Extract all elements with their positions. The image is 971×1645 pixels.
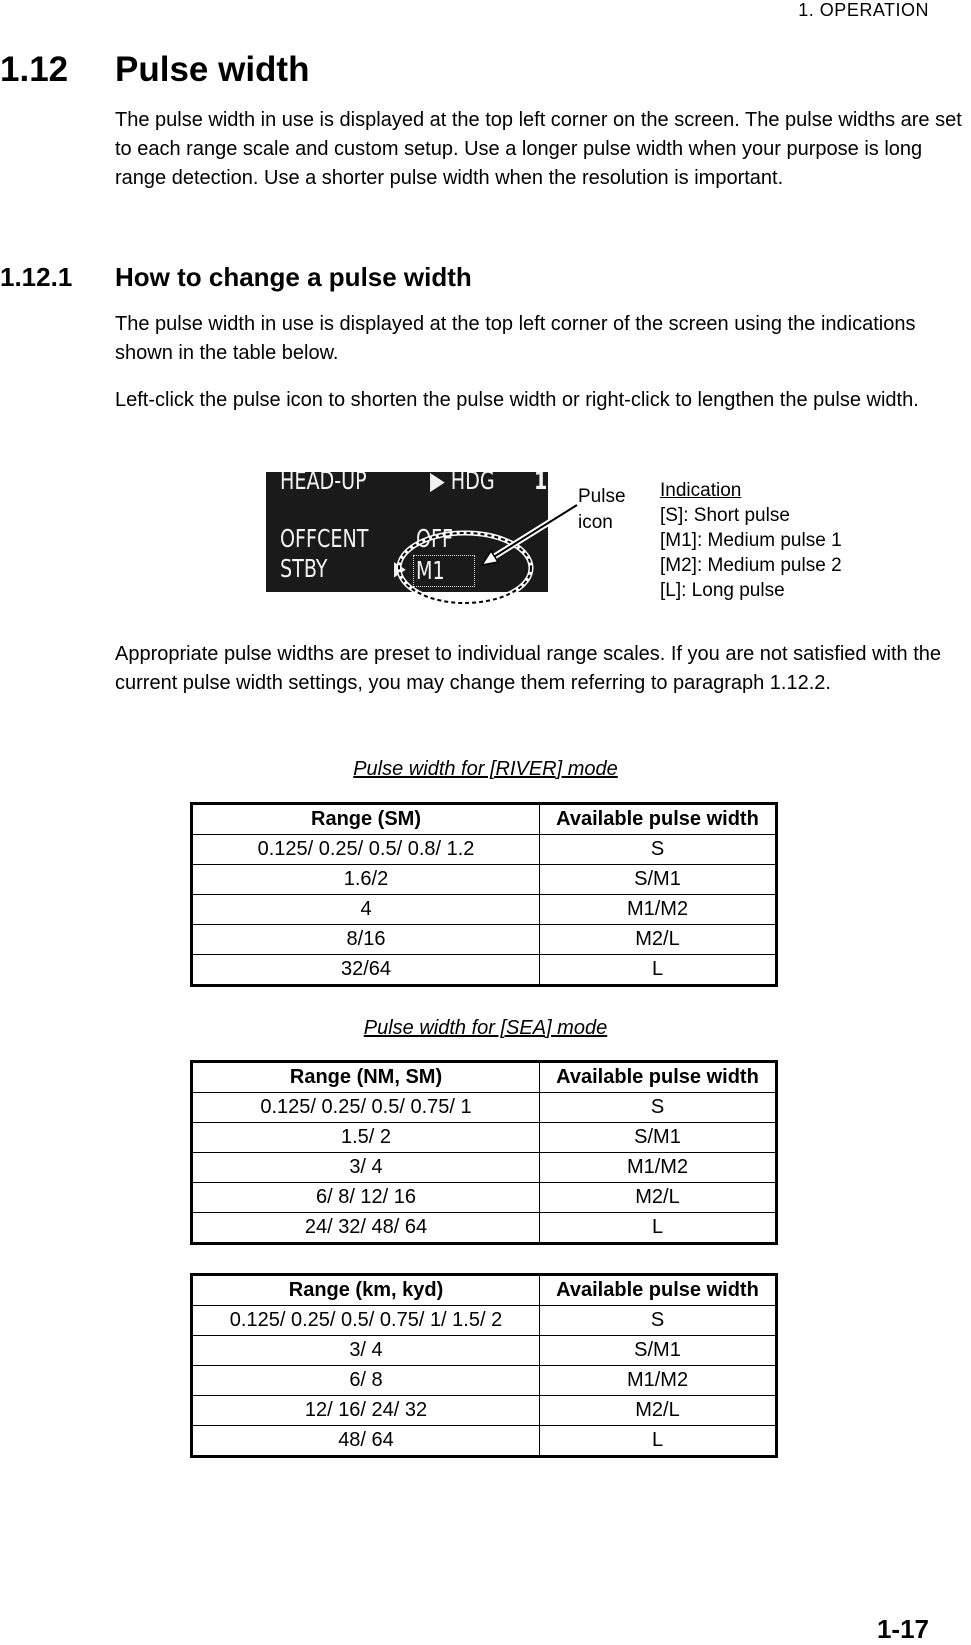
pulse-cell: L [540, 1213, 777, 1244]
table-row [192, 955, 777, 986]
section-paragraph: The pulse width in use is displayed at the top left corner on the screen. The pulse widths are set to each range scale and custom setup. Use a longer pulse width when your purpose is long range detection. Use a shorter pulse width when the resolution is important. [115, 109, 962, 189]
pulse-table-sea-km [190, 1273, 778, 1458]
pulse-value: M1 [416, 556, 445, 585]
range-cell: 1.5/ 2 [192, 1123, 540, 1153]
hdg-label: ▶ HDG [430, 472, 495, 495]
pulse-cell: L [540, 1426, 777, 1457]
pulse-cell: M2/L [540, 925, 777, 955]
table-header-row [192, 1062, 777, 1093]
pulse-cell: S/M1 [540, 865, 777, 895]
range-cell: 0.125/ 0.25/ 0.5/ 0.8/ 1.2 [192, 835, 540, 865]
range-cell: 3/ 4 [192, 1336, 540, 1366]
range-cell: 6/ 8 [192, 1366, 540, 1396]
range-cell: 0.125/ 0.25/ 0.5/ 0.75/ 1 [192, 1093, 540, 1123]
indication-legend [660, 478, 842, 603]
table-row [192, 1093, 777, 1123]
table-header-row [192, 804, 777, 835]
section-heading [0, 50, 309, 90]
subsection-paragraph-2: Left-click the pulse icon to shorten the pulse width or right-click to lengthen the pulse width. [115, 389, 919, 411]
table-caption-sea-text: Pulse width for [SEA] mode [363, 1017, 608, 1039]
pulse-cell: M2/L [540, 1396, 777, 1426]
legend-item: [M1]: Medium pulse 1 [660, 530, 842, 551]
subsection-number: 1.12.1 [0, 262, 73, 292]
legend-item: [L]: Long pulse [660, 580, 785, 601]
table-row [192, 1183, 777, 1213]
pulse-cell: S [540, 835, 777, 865]
page-number: 1-17 [876, 1614, 929, 1644]
pulse-icon-label-line2: icon [578, 512, 613, 533]
table-row [192, 1426, 777, 1457]
callout-line [492, 505, 577, 558]
table-row [192, 1306, 777, 1336]
legend-item: [M2]: Medium pulse 2 [660, 555, 842, 576]
table-row [192, 925, 777, 955]
callout-overlay [370, 470, 610, 610]
head-up-label: HEAD-UP [280, 472, 367, 495]
pulse-icon-label-line1: Pulse [578, 486, 626, 507]
range-cell: 4 [192, 895, 540, 925]
section-title: Pulse width [115, 50, 310, 89]
table-row [192, 865, 777, 895]
table-row [192, 1123, 777, 1153]
legend-item: [S]: Short pulse [660, 505, 790, 526]
running-header: 1. OPERATION [798, 0, 929, 20]
table-row [192, 1336, 777, 1366]
subsection-paragraph-3: Appropriate pulse widths are preset to individual range scales. If you are not satisfied with the current pulse width settings, you may change them referring to paragraph 1.12.2. [115, 643, 942, 694]
stby-label: STBY [280, 554, 328, 583]
header-cell: Available pulse width [540, 1275, 777, 1306]
legend-title: Indication [660, 480, 742, 501]
subsection-heading [0, 262, 472, 293]
header-cell: Available pulse width [540, 1062, 777, 1093]
header-cell: Range (SM) [192, 804, 540, 835]
pulse-table-river [190, 802, 778, 987]
range-cell: 32/64 [192, 955, 540, 986]
table-row [192, 895, 777, 925]
pulse-cell: S/M1 [540, 1336, 777, 1366]
range-cell: 8/16 [192, 925, 540, 955]
range-cell: 3/ 4 [192, 1153, 540, 1183]
pulse-cell: L [540, 955, 777, 986]
subsection-paragraph-1: The pulse width in use is displayed at the top left corner of the screen using the indications shown in the table below. [115, 313, 916, 364]
pulse-table-sea-nm [190, 1060, 778, 1245]
hdg-value: 1 [534, 472, 548, 495]
table-row [192, 1153, 777, 1183]
range-cell: 24/ 32/ 48/ 64 [192, 1213, 540, 1244]
pulse-cell: S/M1 [540, 1123, 777, 1153]
table-header-row [192, 1275, 777, 1306]
pulse-cell: M1/M2 [540, 895, 777, 925]
table-caption-river [0, 758, 971, 781]
header-cell: Range (km, kyd) [192, 1275, 540, 1306]
offcent-label: OFFCENT [280, 524, 369, 553]
table-row [192, 1366, 777, 1396]
pulse-cell: M1/M2 [540, 1366, 777, 1396]
header-cell: Available pulse width [540, 804, 777, 835]
pulse-cell: S [540, 1306, 777, 1336]
table-row [192, 1396, 777, 1426]
play-arrow-icon: ▶ [394, 556, 406, 580]
pulse-icon-label [578, 484, 626, 536]
pulse-cell: M2/L [540, 1183, 777, 1213]
range-cell: 48/ 64 [192, 1426, 540, 1457]
subsection-title: How to change a pulse width [115, 262, 472, 292]
table-row [192, 835, 777, 865]
pulse-cell: S [540, 1093, 777, 1123]
range-cell: 6/ 8/ 12/ 16 [192, 1183, 540, 1213]
table-row [192, 1213, 777, 1244]
table-caption-sea [0, 1017, 971, 1040]
range-cell: 0.125/ 0.25/ 0.5/ 0.75/ 1/ 1.5/ 2 [192, 1306, 540, 1336]
range-cell: 12/ 16/ 24/ 32 [192, 1396, 540, 1426]
offcent-value: OFF [416, 524, 454, 553]
table-caption-river-text: Pulse width for [RIVER] mode [353, 758, 618, 780]
pulse-cell: M1/M2 [540, 1153, 777, 1183]
header-cell: Range (NM, SM) [192, 1062, 540, 1093]
range-cell: 1.6/2 [192, 865, 540, 895]
section-number: 1.12 [0, 50, 69, 89]
